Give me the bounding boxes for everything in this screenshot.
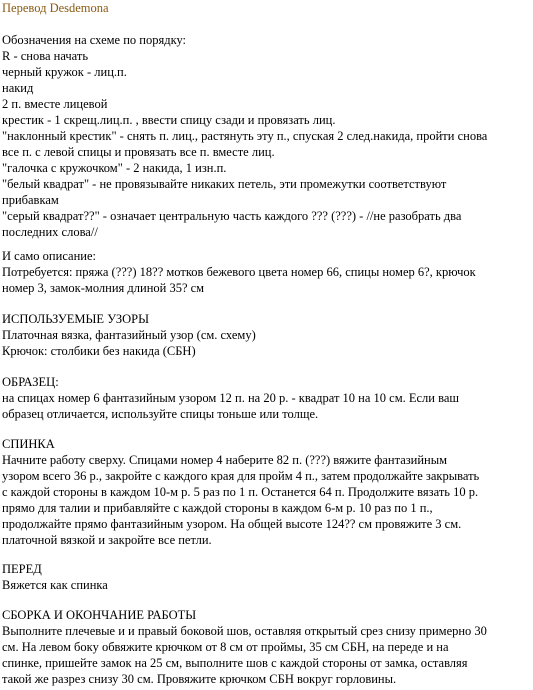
legend-item: прибавкам [2,193,59,207]
patterns-heading: ИСПОЛЬЗУЕМЫЕ УЗОРЫ [2,312,150,326]
materials-line: номер 3, замок-молния длиной 35? см [2,281,205,295]
legend-item: крестик - 1 скрещ.лиц.п. , ввести спицу сзади и провязать лиц. [2,113,336,127]
legend-item: "галочка с кружочком" - 2 накида, 1 изн.п. [2,161,227,175]
back-line: с каждой стороны в каждом 10-м р. 5 раз по 1 п. Останется 64 п. Продолжите вязать 10 р. [2,485,479,499]
back-line: Начните работу сверху. Спицами номер 4 наберите 82 п. (???) вяжите фантазийным [2,453,448,467]
front-section [2,561,530,593]
front-line: Вяжется как спинка [2,578,108,592]
assembly-line: такой же разрез снизу 30 см. Провяжите крючком СБН вокруг горловины. [2,672,397,686]
legend-item: все п. с левой спицы и провязать все п. вместе лиц. [2,145,275,159]
legend-item: "белый квадрат" - не провязывайте никаких петель, эти промежутки соответствуют [2,177,447,191]
legend-section [2,32,530,240]
back-line: узором всего 36 р., закройте с каждого края для пройм 4 п., затем продолжайте закрывать [2,469,480,483]
back-line: платочной вязкой и закройте все петли. [2,533,212,547]
gauge-heading: ОБРАЗЕЦ: [2,375,59,389]
legend-item: последних слова// [2,225,98,239]
assembly-heading: СБОРКА И ОКОНЧАНИЕ РАБОТЫ [2,608,197,622]
description-intro: И само описание: [2,249,96,263]
gauge-line: образец отличается, используйте спицы тоньше или толще. [2,407,319,421]
legend-item: R - снова начать [2,49,89,63]
legend-item: черный кружок - лиц.п. [2,65,127,79]
back-line: продолжайте прямо фантазийным узором. На общей высоте 124?? см провяжите 3 см. [2,517,462,531]
legend-item: 2 п. вместе лицевой [2,97,108,111]
assembly-line: Выполните плечевые и и правый боковой шов, оставляя открытый срез снизу примерно 30 [2,624,487,638]
patterns-section [2,311,530,359]
patterns-line: Платочная вязка, фантазийный узор (см. схему) [2,328,256,342]
legend-item: накид [2,81,34,95]
legend-title: Обозначения на схеме по порядку: [2,33,187,47]
gauge-line: на спицах номер 6 фантазийным узором 12 п. на 20 р. - квадрат 10 на 10 см. Если ваш [2,391,460,405]
assembly-line: спинке, пришейте замок на 25 см, выполните шов с каждой стороны от замка, оставляя [2,656,468,670]
materials-line: Потребуется: пряжа (???) 18?? мотков бежевого цвета номер 66, спицы номер 6?, крючок [2,265,476,279]
back-heading: СПИНКА [2,437,55,451]
back-line: прямо для талии и прибавляйте с каждой стороны в каждом 6-м р. 10 раз по 1 п., [2,501,433,515]
assembly-section [2,607,530,687]
back-section [2,436,530,548]
assembly-line: см. На левом боку обвяжите крючком от 8 см от проймы, 35 см СБН, на переде и на [2,640,449,654]
patterns-line: Крючок: столбики без накида (СБН) [2,344,196,358]
legend-item: "серый квадрат??" - означает центральную часть каждого ??? (???) - //не разобрать два [2,209,462,223]
legend-item: "наклонный крестик" - снять п. лиц., растянуть эту п., спуская 2 след.накида, пройти снова [2,129,488,143]
translator-credit: Перевод Desdemona [2,1,109,15]
front-heading: ПЕРЕД [2,562,42,576]
materials-section [2,248,530,296]
gauge-section [2,374,530,422]
